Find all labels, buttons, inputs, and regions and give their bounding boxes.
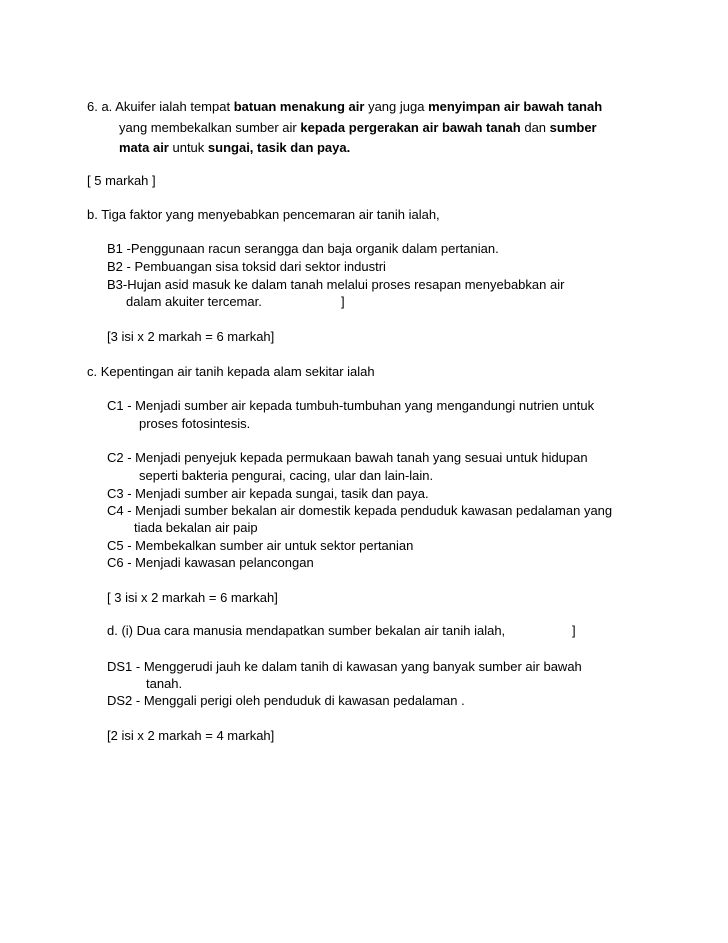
q6d-item-ds2: DS2 - Menggali perigi oleh penduduk di kawasan pedalaman .: [107, 693, 465, 708]
q6b-item-b3-line-2: dalam akuiter tercemar.: [126, 294, 262, 309]
q6c-item-c1-line-1: C1 - Menjadi sumber air kepada tumbuh-tumbuhan yang mengandungi nutrien untuk: [107, 398, 595, 413]
q6a-marks: [ 5 markah ]: [87, 173, 156, 188]
q6d-item-ds1-line-2: tanah.: [146, 676, 183, 691]
q6c-item-c6: C6 - Menjadi kawasan pelancongan: [107, 555, 314, 570]
q6a-line-2: [119, 119, 597, 137]
q6a-bold-4: sumber: [549, 120, 597, 135]
q6a-text-2: yang juga: [364, 99, 429, 114]
q6c-item-c2-line-2: seperti bakteria pengurai, cacing, ular dan lain-lain.: [139, 468, 434, 483]
q6b-bracket: ]: [341, 294, 345, 309]
q6a-bold-2: menyimpan air bawah tanah: [428, 99, 603, 114]
q6a-line-1: [87, 98, 602, 116]
q6b-marks: [3 isi x 2 markah = 6 markah]: [107, 329, 275, 344]
q6a-bold-6: sungai, tasik dan paya.: [207, 140, 351, 155]
q6b-item-b3-line-1: B3-Hujan asid masuk ke dalam tanah melalui proses resapan menyebabkan air: [107, 277, 565, 292]
q6a-text-3: yang membekalkan sumber air: [119, 120, 301, 135]
q6c-item-c5: C5 - Membekalkan sumber air untuk sektor pertanian: [107, 538, 414, 553]
q6a-text-5: untuk: [168, 140, 208, 155]
q6b-heading: b. Tiga faktor yang menyebabkan pencemaran air tanih ialah,: [87, 207, 440, 222]
q6d-marks: [2 isi x 2 markah = 4 markah]: [107, 728, 275, 743]
q6c-item-c2-line-1: C2 - Menjadi penyejuk kepada permukaan bawah tanah yang sesuai untuk hidupan: [107, 450, 588, 465]
q6a-bold-3: kepada pergerakan air bawah tanah: [300, 120, 521, 135]
q6d-heading: d. (i) Dua cara manusia mendapatkan sumber bekalan air tanih ialah,: [107, 623, 506, 638]
q6a-text-4: dan: [520, 120, 550, 135]
q6c-item-c4-line-1: C4 - Menjadi sumber bekalan air domestik kepada penduduk kawasan pedalaman yang: [107, 503, 613, 518]
q6c-heading: c. Kepentingan air tanih kepada alam sekitar ialah: [87, 364, 375, 379]
q6c-marks: [ 3 isi x 2 markah = 6 markah]: [107, 590, 278, 605]
q6b-item-b1: B1 -Penggunaan racun serangga dan baja organik dalam pertanian.: [107, 241, 499, 256]
q6d-item-ds1-line-1: DS1 - Menggerudi jauh ke dalam tanih di kawasan yang banyak sumber air bawah: [107, 659, 582, 674]
q6a-bold-1: batuan menakung air: [233, 99, 365, 114]
q6b-item-b2: B2 - Pembuangan sisa toksid dari sektor industri: [107, 259, 386, 274]
q6a-bold-5: mata air: [119, 140, 169, 155]
q6a-text-1: 6. a. Akuifer ialah tempat: [87, 99, 234, 114]
q6c-item-c1-line-2: proses fotosintesis.: [139, 416, 251, 431]
q6c-item-c3: C3 - Menjadi sumber air kepada sungai, tasik dan paya.: [107, 486, 429, 501]
q6a-line-3: [119, 139, 350, 157]
q6c-item-c4-line-2: tiada bekalan air paip: [134, 520, 258, 535]
q6d-bracket: ]: [572, 623, 576, 638]
